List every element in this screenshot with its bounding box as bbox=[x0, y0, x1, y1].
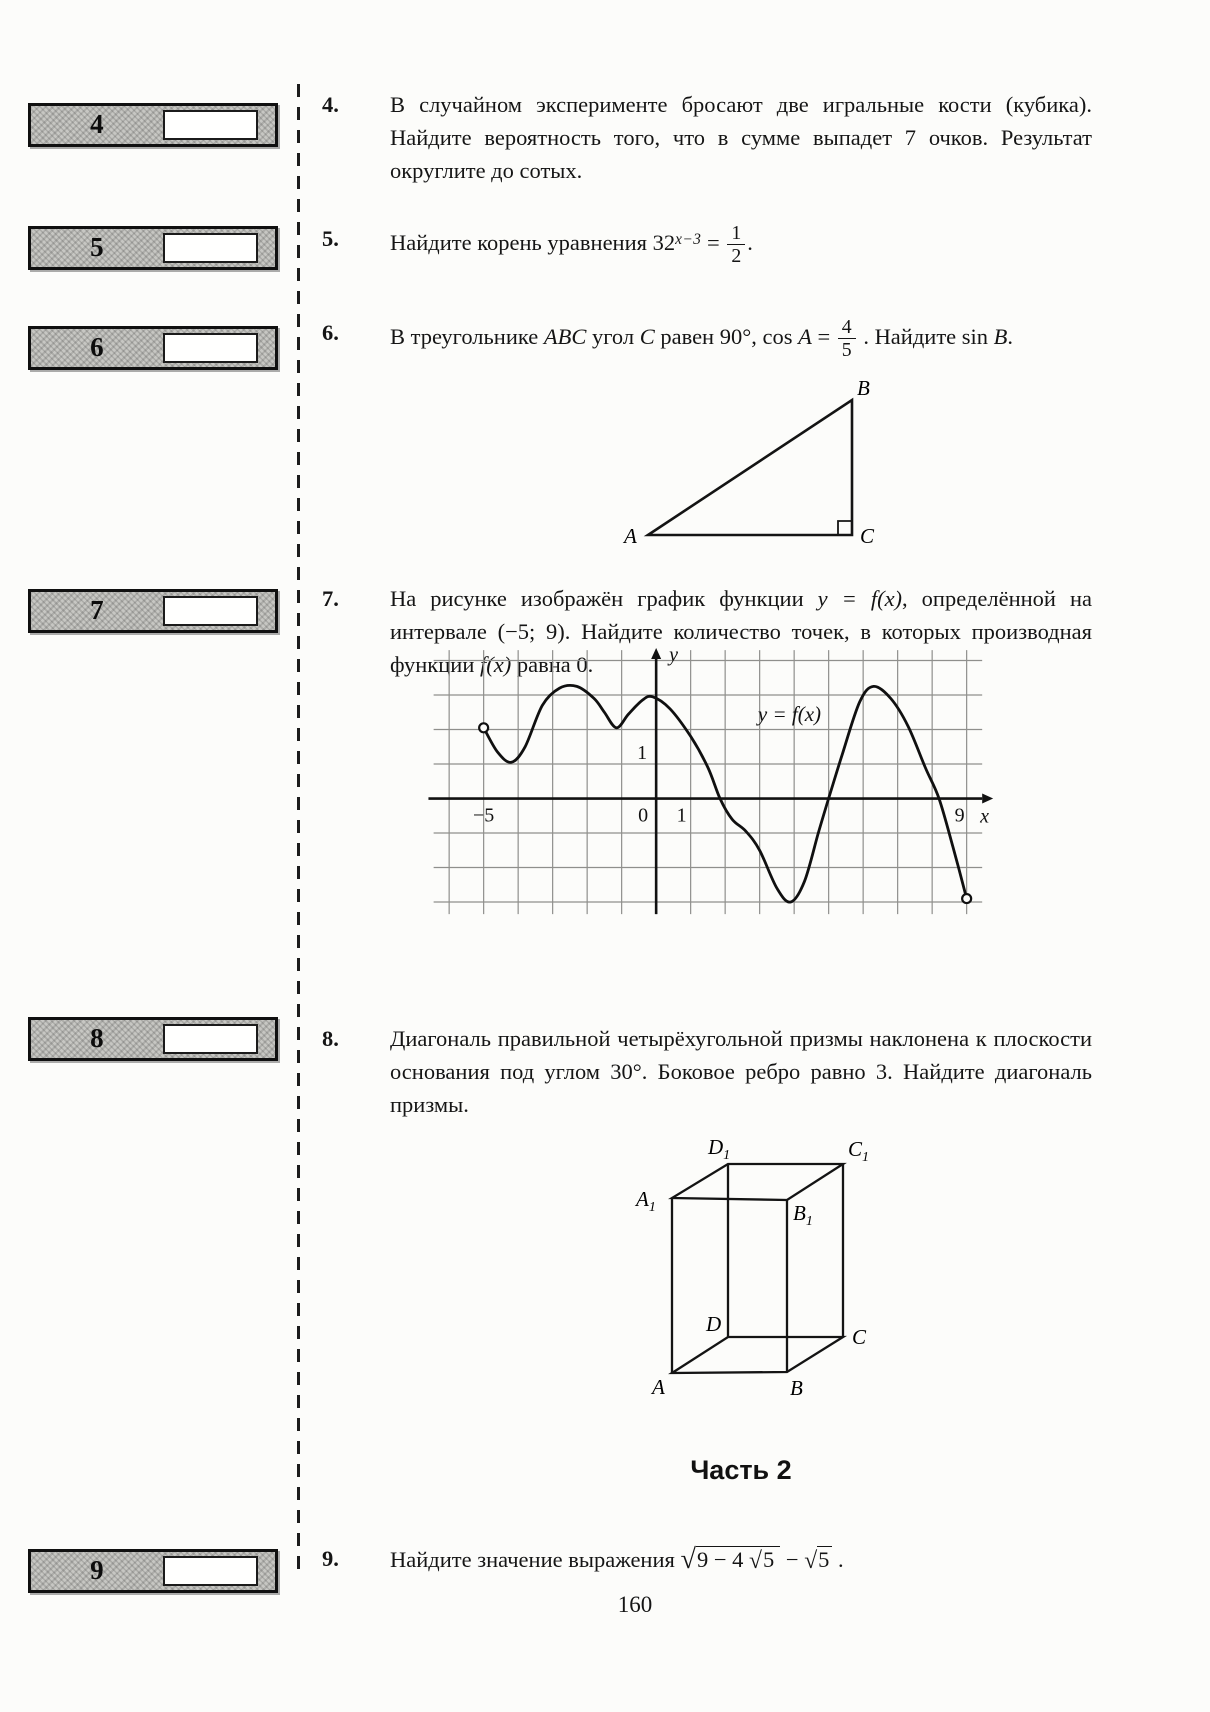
answer-field bbox=[163, 110, 258, 140]
y-axis-label: y bbox=[669, 645, 679, 666]
vertex-label-c1: $C_1$ bbox=[848, 1137, 870, 1165]
problem-4 bbox=[322, 88, 1094, 187]
vertex-label-c: C bbox=[852, 1325, 867, 1349]
x-axis-label: x bbox=[980, 805, 990, 828]
answer-box-6 bbox=[28, 326, 278, 370]
function-notation: f(x) bbox=[480, 652, 512, 677]
curve-label: y = f(x) bbox=[757, 701, 822, 726]
radical-expression: √5 bbox=[804, 1547, 832, 1572]
vertex-label-a: A bbox=[652, 1375, 665, 1399]
answer-box-9 bbox=[28, 1549, 278, 1593]
fraction: $\frac{4}{5}$ bbox=[836, 316, 858, 361]
open-endpoint-icon bbox=[479, 723, 488, 732]
x-tick-label: −5 bbox=[473, 804, 495, 827]
problem-text: Найдите значение выражения √9 − 4 √5 − √5 . bbox=[390, 1544, 844, 1575]
vertex-label-d: D bbox=[706, 1312, 722, 1336]
vertex-label-d1: $D_1$ bbox=[708, 1135, 731, 1163]
equals-sign: = bbox=[701, 229, 726, 255]
problem-8-text: Диагональ правильной четырёхугольной призмы наклонена к плоскости основания под углом 30°. Боковое ребро равно 3. Найдите диагональ призмы. bbox=[390, 1026, 1092, 1117]
problem-6 bbox=[322, 316, 1094, 361]
problem-5 bbox=[322, 222, 1094, 267]
vertex-label-b: B bbox=[857, 376, 870, 400]
x-axis-arrow-icon bbox=[982, 794, 993, 804]
answer-box-number: 6 bbox=[90, 331, 104, 362]
vertex-label-b: B bbox=[790, 1376, 803, 1400]
problem-number: 5. bbox=[322, 226, 339, 251]
answer-field bbox=[163, 596, 258, 626]
answer-box-number: 9 bbox=[90, 1554, 104, 1585]
fraction: $\frac{1}{2}$ bbox=[725, 222, 747, 267]
problem-4-text: В случайном эксперименте бросают две игральные кости (кубика). Найдите вероятность того, что в сумме выпадет 7 очков. Результат округлите до сотых. bbox=[390, 92, 1092, 183]
equation-exponent: x−3 bbox=[675, 230, 702, 248]
problem-number: 8. bbox=[322, 1026, 339, 1051]
open-endpoint-icon bbox=[962, 894, 971, 903]
y-axis-arrow-icon bbox=[651, 648, 661, 659]
answer-box-8 bbox=[28, 1017, 278, 1061]
answer-box-7 bbox=[28, 589, 278, 633]
answer-box-number: 4 bbox=[90, 108, 104, 139]
page-number: 160 bbox=[617, 1592, 653, 1617]
triangle-name: ABC bbox=[543, 323, 587, 349]
dashed-divider bbox=[297, 84, 300, 1576]
problem-9 bbox=[322, 1542, 1094, 1577]
answer-box-number: 8 bbox=[90, 1022, 104, 1053]
answer-box-number: 7 bbox=[90, 594, 104, 625]
answer-box-5 bbox=[28, 226, 278, 270]
vertex-label-c: C bbox=[860, 524, 875, 548]
answer-field bbox=[163, 233, 258, 263]
function-notation: y = f(x) bbox=[817, 586, 903, 611]
vertex-label-b1: $B_1$ bbox=[793, 1201, 813, 1229]
nested-radical: √5 bbox=[749, 1547, 777, 1572]
radical-expression: √9 − 4 √5 bbox=[681, 1547, 781, 1572]
problem-8 bbox=[322, 1022, 1094, 1121]
answer-field bbox=[163, 333, 258, 363]
answer-box-number: 5 bbox=[90, 231, 104, 262]
x-tick-label: 9 bbox=[954, 804, 965, 827]
problem-number: 4. bbox=[322, 92, 339, 117]
part-heading: Часть 2 bbox=[690, 1455, 792, 1485]
answer-field bbox=[163, 1024, 258, 1054]
answer-box-4 bbox=[28, 103, 278, 147]
problem-number: 6. bbox=[322, 320, 339, 345]
prism-figure bbox=[580, 1128, 880, 1403]
y-tick-label: 1 bbox=[637, 742, 648, 765]
vertex-label-a1: $A_1$ bbox=[636, 1187, 656, 1215]
problem-text: В треугольнике ABC угол C равен 90°, cos A = $\frac{4}{5}$ . Найдите sin B. bbox=[390, 316, 1014, 362]
problem-number: 7. bbox=[322, 586, 339, 611]
problem-text bbox=[390, 88, 1092, 187]
x-tick-label: 1 bbox=[676, 804, 687, 827]
problem-text bbox=[390, 1022, 1092, 1121]
equation-base: 32 bbox=[652, 229, 676, 255]
problem-number: 9. bbox=[322, 1546, 339, 1571]
problem-text: Найдите корень уравнения $32^{x-3}$ = $\frac{1}{2}$ . bbox=[390, 222, 753, 268]
right-triangle-figure bbox=[590, 375, 890, 560]
problem-text: На рисунке изображён график функции y = f(x), определённой на интервале (−5; 9). Найдите количество точек, в которых производная функции f(x) равна 0. bbox=[390, 586, 1092, 677]
vertex-label-a: A bbox=[624, 524, 637, 548]
problem-5-prefix: Найдите корень уравнения bbox=[390, 229, 653, 255]
function-graph bbox=[425, 645, 995, 945]
x-tick-label: 0 bbox=[638, 804, 649, 827]
answer-field bbox=[163, 1556, 258, 1586]
